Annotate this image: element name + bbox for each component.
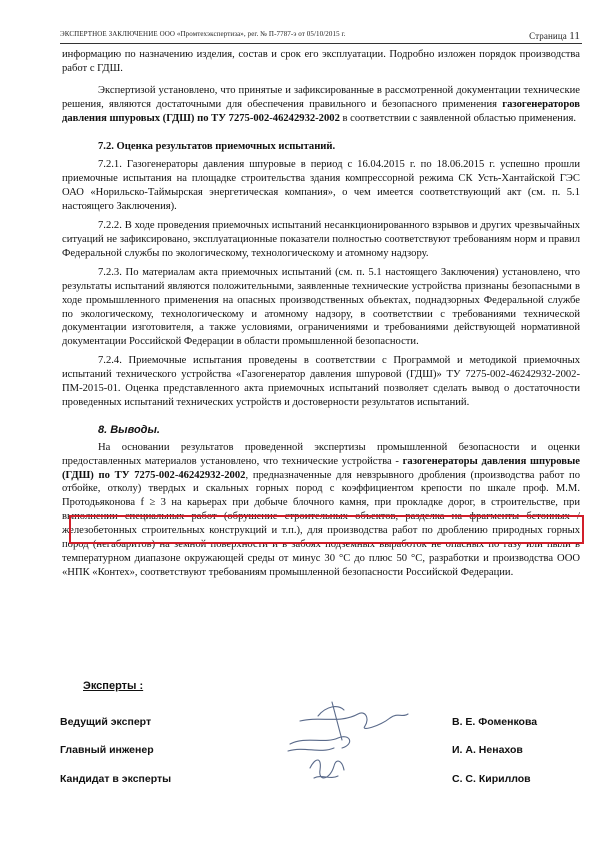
expert-name: В. Е. Фоменкова <box>452 716 538 728</box>
expert-name: С. С. Кириллов <box>452 773 531 785</box>
paragraph-conclusions <box>62 441 580 580</box>
signature-stroke <box>318 707 344 716</box>
section-heading-7-2: 7.2. Оценка результатов приемочных испытаний. <box>98 140 336 152</box>
header-title: ЭКСПЕРТНОЕ ЗАКЛЮЧЕНИЕ ООО «Промтехэкспертиза», рег. № П-7787-э от 05/10/2015 г. <box>60 30 346 38</box>
signature-stroke <box>288 748 334 751</box>
paragraph-7-2-4: 7.2.4. Приемочные испытания проведены в соответствии с Программой и методикой приемочных испытаний технического устройства «Газогенератор давления шпуровой (ГДШ)» ТУ 7275-002-46242932-2002-ПМ-2015-01. Оценка представленного акта приемочных испытаний позволяет сделать вывод о достаточности проведенных испытаний технических устройств и достоверности результатов испытаний. <box>62 355 580 408</box>
page-indicator <box>529 30 580 42</box>
signature-image <box>270 696 430 796</box>
product-name: газогенераторов давления шпуровых (ГДШ) по ТУ 7275-002-46242932-2002 <box>62 98 580 124</box>
page-label: Страница <box>529 31 567 41</box>
paragraph-conclusion-docs <box>62 84 580 126</box>
body-text-top <box>62 48 580 580</box>
signature-stroke <box>300 713 408 729</box>
section-heading-8: 8. Выводы. <box>98 423 160 436</box>
header-rule <box>60 43 582 44</box>
paragraph-7-2-2: 7.2.2. В ходе проведения приемочных испытаний несанкционированного взрывов и других чрезвычайных ситуаций не зафиксировано, эксплуатационные показатели полностью соответствуют требованиям норм и правил Федеральной службы по экологическому, технологическому и атомному надзору. <box>62 220 580 259</box>
expert-role: Ведущий эксперт <box>60 716 152 728</box>
paragraph-text: в соответствии с заявленной областью применения. <box>339 112 577 124</box>
paragraph-7-2-1: 7.2.1. Газогенераторы давления шпуровые в период с 16.04.2015 г. по 18.06.2015 г. успешно прошли приемочные испытания на площадке строительства здания компрессорной режима СК Усть-Хантайской ГЭС ОАО «Норильско-Таймырская энергетическая компания», о чем имеется соответствующий акт (см. п. 5.1 настоящего Заключения). <box>62 159 580 213</box>
page-number: 11 <box>569 30 580 42</box>
highlight-box <box>69 515 584 544</box>
expert-role: Главный инженер <box>60 744 154 756</box>
signature-stroke <box>290 737 350 748</box>
paragraph-text: На основании результатов проведенной экспертизы промышленной безопасности и оценки предоставленных материалов установлено, что технические устройства - <box>62 441 580 467</box>
expert-name: И. А. Ненахов <box>452 744 523 756</box>
paragraph-7-2-3: 7.2.3. По материалам акта приемочных испытаний (см. п. 5.1 настоящего Заключения) установлено, что результаты испытаний являются положительными, заявленные технические устройства признаны безопасными в ходе промышленного применения на опасных производственных объектах, поднадзорных Федеральной службе по экологическому, технологическому и атомному надзору, в соответствии с требованиями технической документации изготовителя, а также условиями, ограничениями и требованиями действующей нормативной документации Российской Федерации в области промышленной безопасности. <box>62 266 580 348</box>
expert-role: Кандидат в эксперты <box>60 773 172 785</box>
experts-title: Эксперты : <box>83 680 144 692</box>
paragraph-intro: информацию по назначению изделия, состав и срок его эксплуатации. Подробно изложен порядок производства работ с ГДШ. <box>62 49 580 74</box>
page-header <box>60 30 580 42</box>
signature-stroke <box>310 760 344 778</box>
product-name-highlighted: газогенераторы давления шпуровые (ГДШ) по ТУ 7275-002-46242932-2002 <box>62 455 580 481</box>
paragraph-text: Экспертизой установлено, что принятые и зафиксированные в рассмотренной документации технические решения, являются достаточными для обеспечения правильного и безопасного применения <box>62 84 580 110</box>
paragraph-text: , предназначенные для невзрывного дробления (производства работ по отбойке, отколу) твердых и скальных горных пород с коэффициентом крепости по шкале проф. М.М. Протодьяконова f ≥ 3 на карьерах при добыче блочного камня, при прокладке дорог, в строительстве, при выполнении специальных работ (обрушение строительных объектов, разделка на фрагменты бетонных / железобетонных строительных конструкций и т.п.), для производства работ по дроблению природных горных пород (негабаритов) на земной поверхности и в забоях подземных выработок не опасных по газу или пыли в температурном диапазоне окружающей среды от минус 30 °С до плюс 50 °С, разработки и производства ООО «НПК «Контех», соответствуют требованиям промышленной безопасности Российской Федерации. <box>62 469 581 578</box>
